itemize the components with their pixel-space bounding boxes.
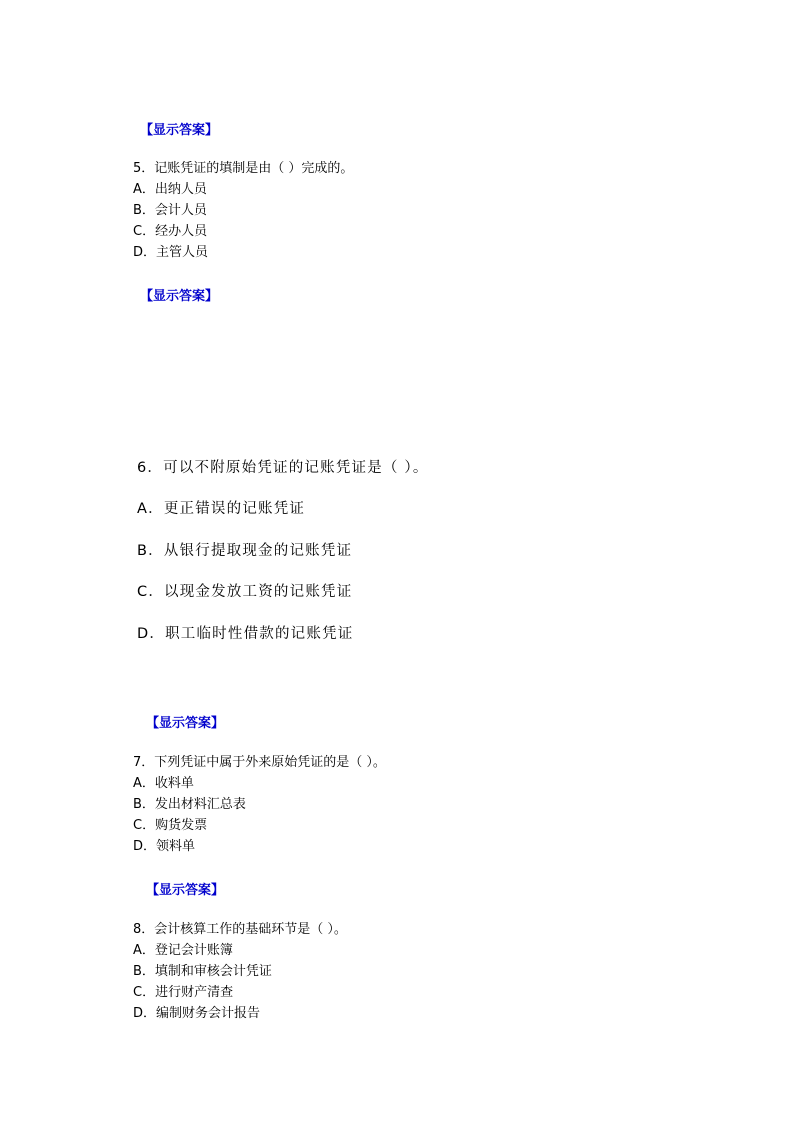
show-answer-link-q6[interactable]: 【显示答案】	[146, 716, 225, 731]
question-7-option-b: B．发出材料汇总表	[133, 797, 246, 812]
question-8-option-a: A．登记会计账簿	[133, 943, 233, 958]
show-answer-link-q7[interactable]: 【显示答案】	[146, 883, 225, 898]
show-answer-link-q5[interactable]: 【显示答案】	[140, 289, 219, 304]
question-7-option-d: D．领料单	[133, 839, 196, 854]
question-6-option-a: A．更正错误的记账凭证	[137, 501, 306, 517]
question-7-block	[133, 752, 386, 857]
question-5-block	[133, 158, 353, 263]
question-7-text: 7．下列凭证中属于外来原始凭证的是（ ）。	[133, 755, 386, 770]
question-8-option-c: C．进行财产清查	[133, 985, 234, 1000]
question-5-option-a: A．出纳人员	[133, 182, 207, 197]
question-6-text: 6．可以不附原始凭证的记账凭证是（ ）。	[137, 460, 429, 476]
question-7-option-c: C．购货发票	[133, 818, 208, 833]
question-6-option-b: B．从银行提取现金的记账凭证	[137, 543, 353, 559]
question-5-text: 5．记账凭证的填制是由（ ）完成的。	[133, 161, 354, 176]
question-8-block	[133, 919, 347, 1024]
show-answer-link[interactable]: 【显示答案】	[140, 123, 219, 138]
question-6-option-d: D．职工临时性借款的记账凭证	[137, 626, 354, 642]
question-7-option-a: A．收料单	[133, 776, 194, 791]
question-8-option-b: B．填制和审核会计凭证	[133, 964, 272, 979]
question-8-text: 8．会计核算工作的基础环节是（ ）。	[133, 922, 347, 937]
question-5-option-c: C．经办人员	[133, 224, 208, 239]
question-5-option-d: D．主管人员	[133, 245, 209, 260]
question-6-option-c: C．以现金发放工资的记账凭证	[137, 584, 353, 600]
question-5-option-b: B．会计人员	[133, 203, 207, 218]
question-8-option-d: D．编制财务会计报告	[133, 1006, 261, 1021]
